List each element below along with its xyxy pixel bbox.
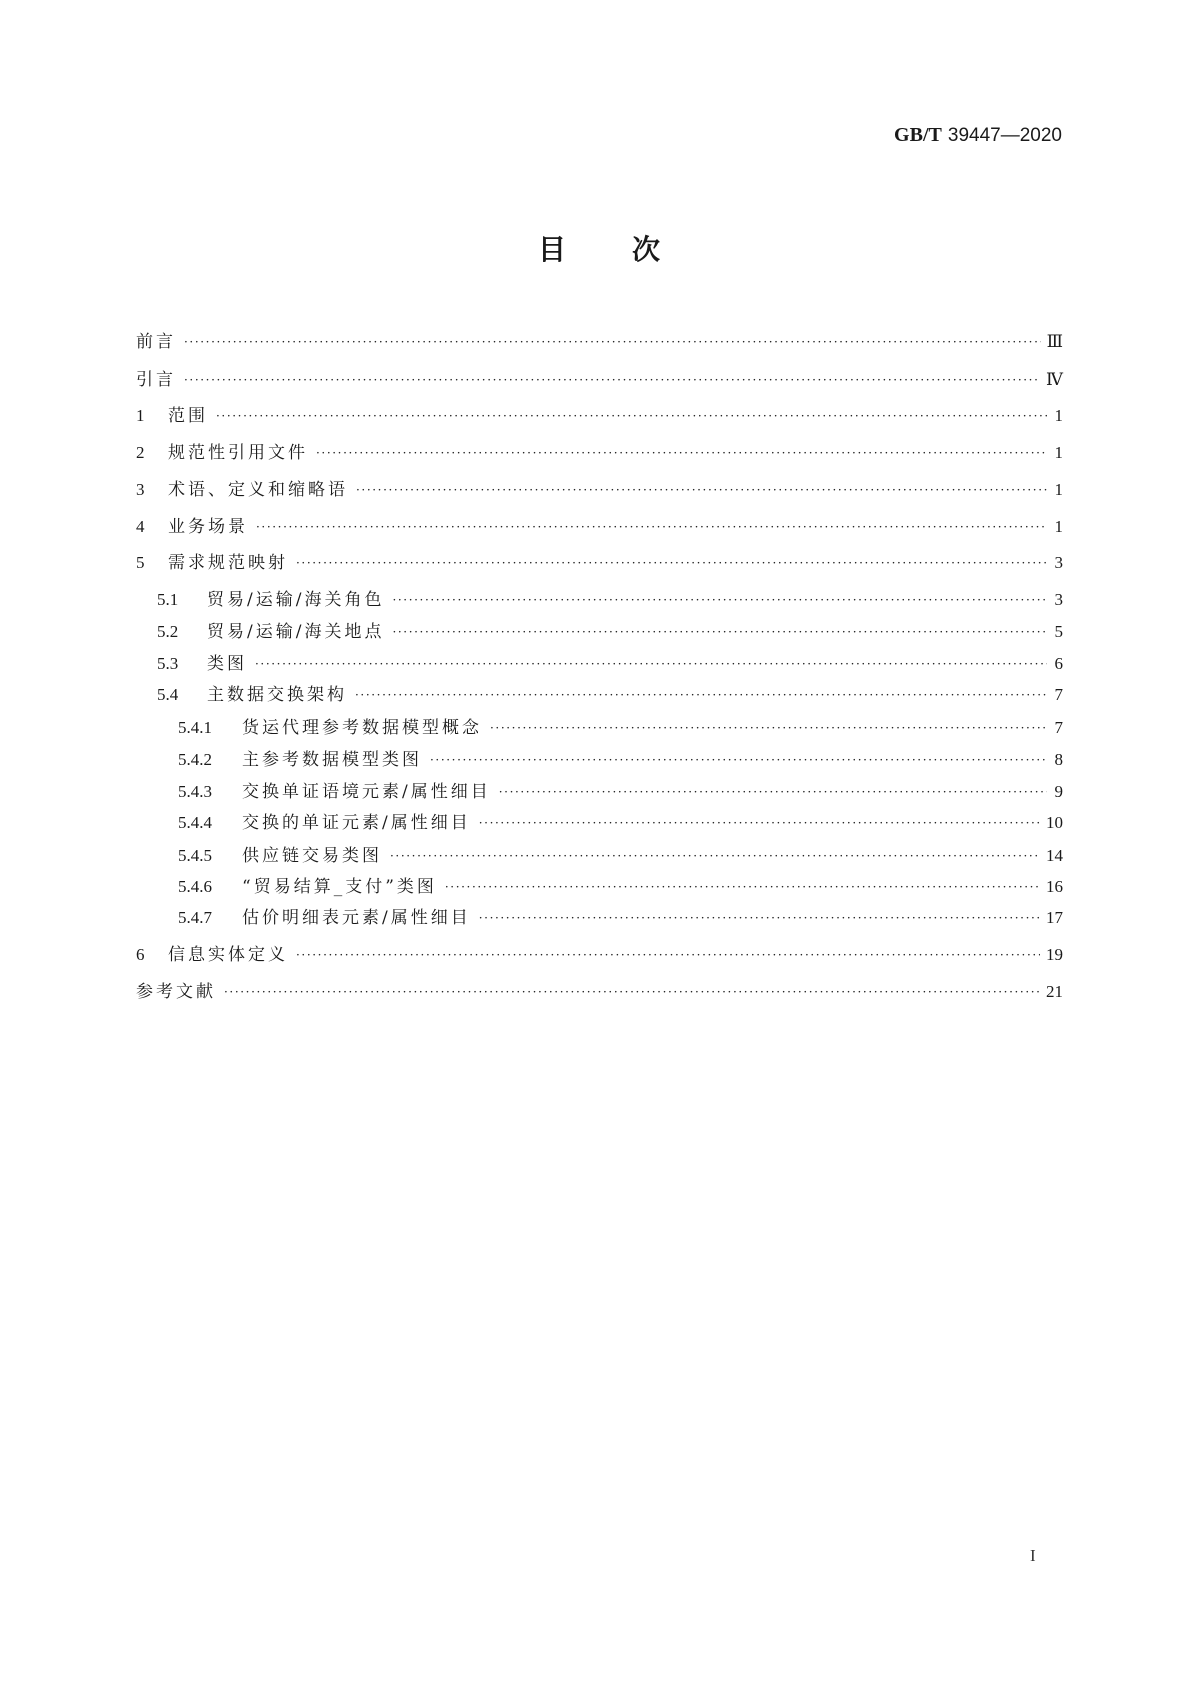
- toc-entry[interactable]: [136, 478, 1063, 502]
- toc-entry-page: 7: [1054, 685, 1063, 704]
- toc-entry[interactable]: [178, 716, 1063, 740]
- toc-entry[interactable]: [136, 980, 1063, 1004]
- toc-entry-page: Ⅳ: [1046, 370, 1063, 389]
- toc-entry-label: 引言: [136, 370, 176, 390]
- dot-leader: [392, 620, 1047, 644]
- dot-leader: [216, 404, 1047, 428]
- toc-entry-page: 8: [1054, 750, 1063, 769]
- toc-entry-label: 需求规范映射: [168, 553, 288, 573]
- title-char-1: 目: [538, 233, 567, 266]
- toc-entry-number: 5.4.4: [178, 813, 212, 832]
- toc-entry[interactable]: [178, 906, 1063, 930]
- toc-entry-page: 1: [1054, 480, 1063, 499]
- dot-leader: [296, 551, 1047, 575]
- toc-entry-number: 5: [136, 553, 145, 572]
- toc-entry-number: 2: [136, 443, 145, 462]
- toc-entry-label: 交换单证语境元素/属性细目: [242, 782, 491, 802]
- toc-entry-page: 19: [1046, 945, 1063, 964]
- toc-entry-page: 3: [1054, 553, 1063, 572]
- toc-entry-number: 5.3: [157, 654, 179, 673]
- dot-leader: [479, 906, 1040, 930]
- page-number: I: [1030, 1546, 1036, 1565]
- toc-entry-page: 10: [1046, 813, 1063, 832]
- toc-entry-number: 5.4.3: [178, 782, 212, 801]
- toc-entry-number: 5.4: [157, 685, 179, 704]
- dot-leader: [390, 844, 1040, 868]
- toc-entry-page: 1: [1054, 517, 1063, 536]
- dot-leader: [316, 441, 1047, 465]
- toc-entry-label: 贸易/运输/海关角色: [207, 590, 385, 610]
- toc-entry-label: 参考文献: [136, 982, 216, 1002]
- title-char-2: 次: [632, 233, 661, 266]
- dot-leader: [356, 478, 1047, 502]
- dot-leader: [256, 515, 1047, 539]
- dot-leader: [445, 875, 1040, 899]
- toc-entry-label: 供应链交易类图: [242, 846, 382, 866]
- toc-entry-page: 16: [1046, 877, 1063, 896]
- standard-number: 39447—2020: [947, 125, 1062, 146]
- toc-entry[interactable]: [157, 588, 1063, 612]
- toc-entry-label: 规范性引用文件: [168, 443, 308, 463]
- toc-entry-number: 5.4.6: [178, 877, 212, 896]
- toc-entry-label: 业务场景: [168, 517, 248, 537]
- toc-entry-page: 1: [1054, 443, 1063, 462]
- dot-leader: [499, 780, 1047, 804]
- toc-entry-label: “贸易结算_支付”类图: [242, 877, 437, 897]
- toc-entry-label: 主参考数据模型类图: [242, 750, 422, 770]
- toc-entry-label: 信息实体定义: [168, 945, 288, 965]
- toc-entry-number: 5.4.1: [178, 718, 212, 737]
- toc-entry-label: 前言: [136, 332, 176, 352]
- toc-entry[interactable]: [157, 620, 1063, 644]
- toc-entry-number: 3: [136, 480, 145, 499]
- toc-entry-label: 估价明细表元素/属性细目: [242, 908, 471, 928]
- toc-entry-page: 1: [1054, 406, 1063, 425]
- toc-entry-number: 5.1: [157, 590, 179, 609]
- toc-entry-page: 14: [1046, 846, 1063, 865]
- toc-entry-number: 4: [136, 517, 145, 536]
- toc-entry-label: 类图: [207, 654, 247, 674]
- toc-entry[interactable]: [136, 441, 1063, 465]
- toc-entry[interactable]: [136, 551, 1063, 575]
- toc-entry-page: 3: [1054, 590, 1063, 609]
- toc-entry-label: 术语、定义和缩略语: [168, 480, 348, 500]
- dot-leader: [430, 748, 1047, 772]
- toc-entry-number: 1: [136, 406, 145, 425]
- dot-leader: [184, 330, 1041, 354]
- toc-entry-page: Ⅲ: [1046, 332, 1063, 351]
- toc-entry[interactable]: [178, 844, 1063, 868]
- toc-entry-number: 6: [136, 945, 145, 964]
- toc-entry-page: 9: [1054, 782, 1063, 801]
- toc-entry-page: 6: [1054, 654, 1063, 673]
- toc-entry[interactable]: [178, 811, 1063, 835]
- toc-entry[interactable]: [136, 943, 1063, 967]
- toc-entry[interactable]: [178, 748, 1063, 772]
- toc-entry-page: 21: [1046, 982, 1063, 1001]
- toc-entry-number: 5.4.2: [178, 750, 212, 769]
- toc-entry-label: 交换的单证元素/属性细目: [242, 813, 471, 833]
- toc-entry-number: 5.2: [157, 622, 179, 641]
- dot-leader: [296, 943, 1040, 967]
- dot-leader: [392, 588, 1047, 612]
- toc-entry-page: 7: [1054, 718, 1063, 737]
- toc-entry-page: 5: [1054, 622, 1063, 641]
- dot-leader: [479, 811, 1040, 835]
- toc-entry-label: 贸易/运输/海关地点: [207, 622, 385, 642]
- toc-entry[interactable]: [136, 330, 1063, 354]
- toc-entry[interactable]: [178, 780, 1063, 804]
- toc-entry[interactable]: [157, 683, 1063, 707]
- dot-leader: [184, 368, 1040, 392]
- toc-entry[interactable]: [178, 875, 1063, 899]
- dot-leader: [355, 683, 1047, 707]
- toc-entry-label: 范围: [168, 406, 208, 426]
- dot-leader: [224, 980, 1040, 1004]
- dot-leader: [255, 652, 1047, 676]
- toc-entry-label: 主数据交换架构: [207, 685, 347, 705]
- toc-entry-number: 5.4.7: [178, 908, 212, 927]
- toc-entry-number: 5.4.5: [178, 846, 212, 865]
- toc-entry[interactable]: [136, 368, 1063, 392]
- dot-leader: [490, 716, 1047, 740]
- toc-entry[interactable]: [136, 404, 1063, 428]
- toc-entry[interactable]: [136, 515, 1063, 539]
- toc-entry[interactable]: [157, 652, 1063, 676]
- toc-entry-label: 货运代理参考数据模型概念: [242, 718, 482, 738]
- toc-entry-page: 17: [1046, 908, 1063, 927]
- standard-prefix: GB/T: [894, 124, 942, 146]
